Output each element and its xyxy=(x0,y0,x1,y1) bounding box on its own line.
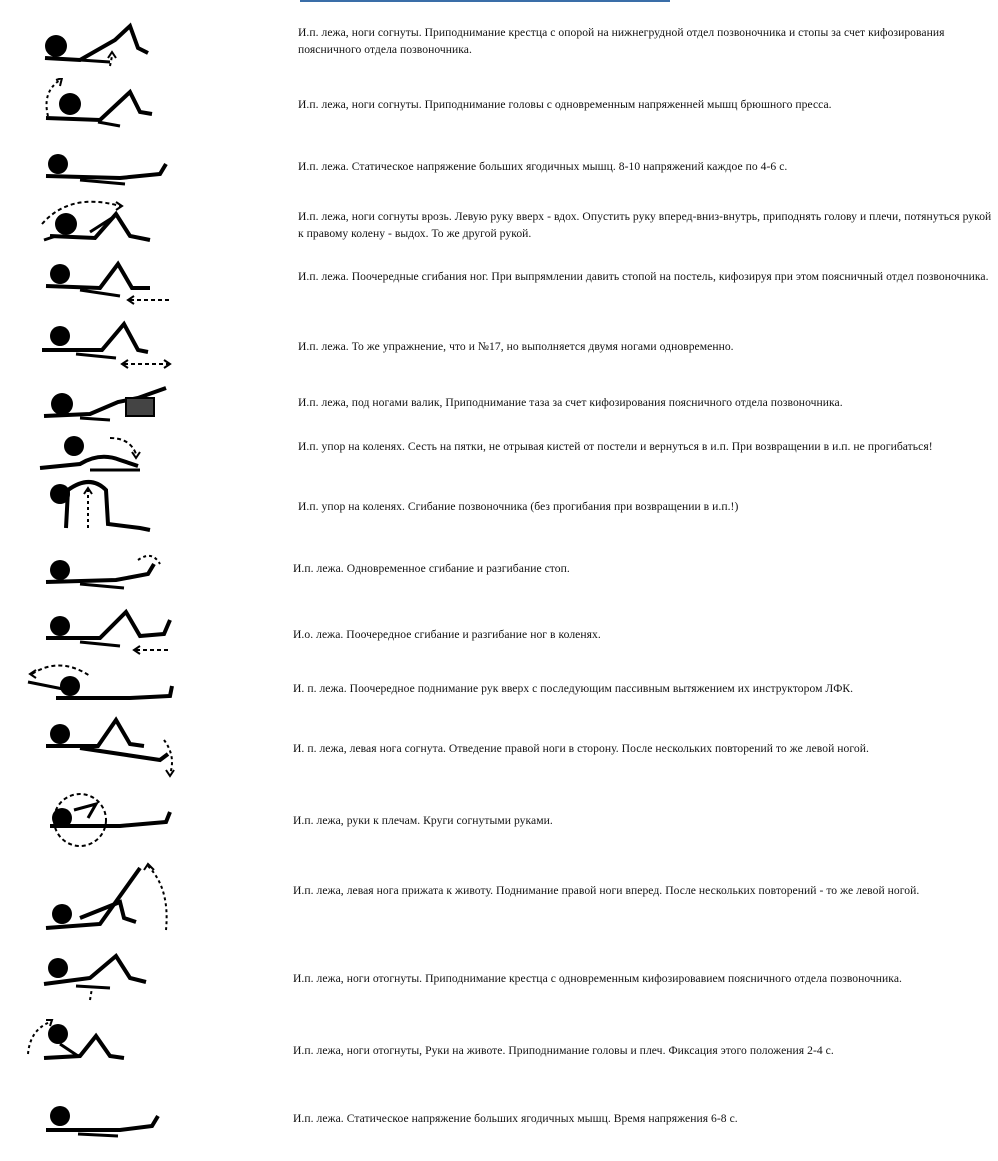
head-shoulder-lift-icon xyxy=(20,1016,180,1072)
leg-abduct-icon xyxy=(20,716,180,778)
exercise-text: И.п. лежа, левая нога прижата к животу. Поднимание правой ноги вперед. После нескольких повторений - то же левой ногой. xyxy=(293,884,920,897)
exercise-text: И.п. лежа. Поочередные сгибания ног. При выпрямлении давить стопой на постель, кифозируя при этом поясничный отдел позвоночника. xyxy=(298,270,989,283)
exercise-row xyxy=(0,18,998,76)
leg-raise-icon xyxy=(20,858,180,938)
exercise-row xyxy=(0,948,998,1004)
knee-bend-icon xyxy=(20,606,180,658)
exercise-text: И.п. лежа. Статическое напряжение больших ягодичных мышц. Время напряжения 6-8 с. xyxy=(293,1112,738,1125)
kneel-sit-icon xyxy=(20,432,180,476)
exercise-row xyxy=(0,1096,998,1146)
exercise-text: И.п. лежа. То же упражнение, что и №17, но выполняется двумя ногами одновременно. xyxy=(298,340,734,353)
kneel-arch-icon xyxy=(20,476,180,534)
exercise-row xyxy=(0,858,998,938)
exercise-row xyxy=(0,780,998,852)
lying-straight-icon xyxy=(20,144,180,190)
exercise-text: И. п. лежа, левая нога согнута. Отведение правой ноги в сторону. После нескольких повторений то же левой ногой. xyxy=(293,742,869,755)
exercise-row xyxy=(0,476,998,534)
exercise-text: И.п. упор на коленях. Сгибание позвоночника (без прогибания при возвращении в и.п.!) xyxy=(298,500,739,513)
exercise-row xyxy=(0,256,998,308)
exercise-text: И.п. лежа, ноги отогнуты, Руки на животе. Приподнимание головы и плеч. Фиксация этого положения 2-4 с. xyxy=(293,1044,834,1057)
exercise-text: И.п. лежа, ноги согнуты врозь. Левую руку вверх - вдох. Опустить руку вперед-вниз-внутрь, приподнять голову и плечи, потянуться рукой к правому колену - выдох. То же другой рукой. xyxy=(298,210,992,240)
leg-bend-icon xyxy=(20,256,180,308)
top-rule xyxy=(300,0,670,2)
exercise-row xyxy=(0,196,998,252)
exercise-row xyxy=(0,432,998,476)
double-leg-bend-icon xyxy=(20,318,180,370)
exercise-row xyxy=(0,662,998,710)
exercise-text: И.п. лежа, ноги согнуты. Приподнимание крестца с опорой на нижнегрудной отдел позвоночника и стопы за счет кифозирования поясничного отдела позвоночника. xyxy=(298,26,945,56)
exercise-text: И. п. лежа. Поочередное поднимание рук вверх с последующим пассивным вытяжением их инструктором ЛФК. xyxy=(293,682,854,695)
exercise-row xyxy=(0,378,998,428)
bolster-icon xyxy=(20,378,180,428)
exercise-row xyxy=(0,318,998,370)
exercise-text: И.о. лежа. Поочередное сгибание и разгибание ног в коленях. xyxy=(293,628,601,641)
exercise-row xyxy=(0,716,998,778)
bridge-icon xyxy=(20,948,180,1004)
exercise-text: И.п. лежа. Одновременное сгибание и разгибание стоп. xyxy=(293,562,570,575)
exercise-row xyxy=(0,78,998,138)
exercise-row xyxy=(0,144,998,190)
lying-tense-icon xyxy=(20,1096,180,1146)
exercise-row xyxy=(0,1016,998,1072)
exercise-text: И.п. лежа. Статическое напряжение больших ягодичных мышц. 8-10 напряжений каждое по 4-6 с. xyxy=(298,160,788,173)
arm-raise-icon xyxy=(20,662,180,710)
bridge-arrow-icon xyxy=(20,18,180,76)
head-lift-icon xyxy=(20,78,180,138)
arm-circle-icon xyxy=(20,196,180,252)
exercise-text: И.п. лежа, под ногами валик, Приподнимание таза за счет кифозирования поясничного отдела позвоночника. xyxy=(298,396,843,409)
exercise-row xyxy=(0,548,998,594)
exercise-text: И.п. лежа, ноги отогнуты. Приподнимание крестца с одновременным кифозировавием поясничного отдела позвоночника. xyxy=(293,972,902,985)
exercise-text: И.п. лежа, руки к плечам. Круги согнутыми руками. xyxy=(293,814,553,827)
foot-flex-icon xyxy=(20,548,180,594)
arm-rotate-icon xyxy=(20,780,180,852)
exercise-text: И.п. лежа, ноги согнуты. Приподнимание головы с одновременным напряженней мышц брюшного пресса. xyxy=(298,98,832,111)
exercise-text: И.п. упор на коленях. Сесть на пятки, не отрывая кистей от постели и вернуться в и.п. При возвращении в и.п. не прогибаться! xyxy=(298,440,933,453)
exercise-row xyxy=(0,606,998,658)
